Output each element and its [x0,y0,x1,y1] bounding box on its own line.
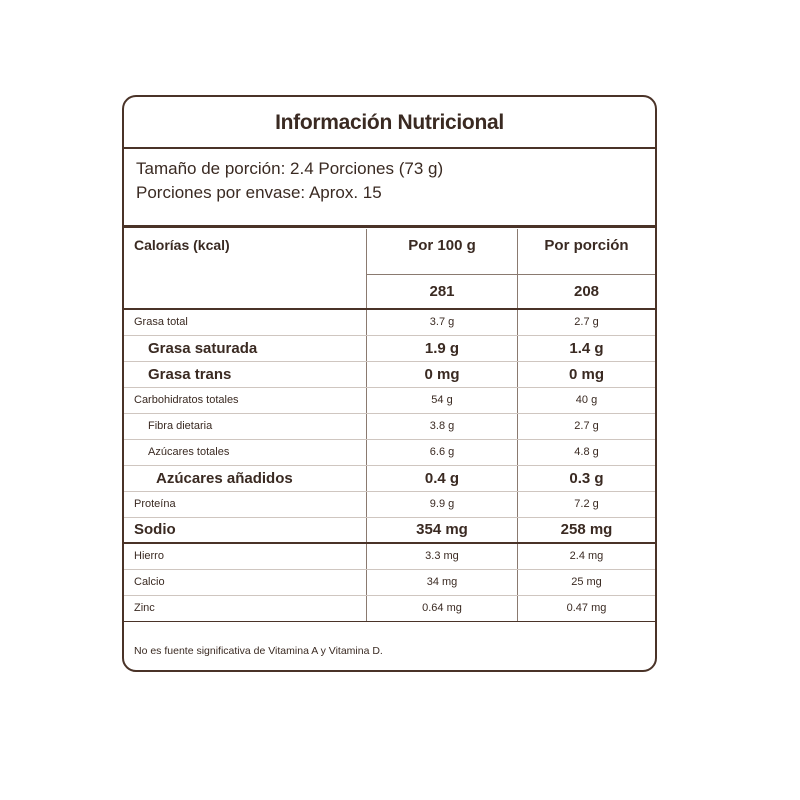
title-divider [124,147,655,149]
header-calories: Calorías (kcal) [134,237,230,253]
serving-divider [124,225,655,228]
nutrition-table [124,229,655,622]
table-row: Zinc 0.64 mg 0.47 mg [124,595,655,621]
header-per-serving: Por porción [518,229,656,275]
calories-row [124,275,655,310]
table-row: Fibra dietaria 3.8 g 2.7 g [124,413,655,439]
table-row: Proteína 9.9 g 7.2 g [124,491,655,517]
table-row: Carbohidratos totales 54 g 40 g [124,387,655,413]
table-row: Grasa total 3.7 g 2.7 g [124,309,655,335]
nutrition-title: Información Nutricional [275,111,504,134]
table-header-row [124,229,655,275]
table-row: Azúcares totales 6.6 g 4.8 g [124,439,655,465]
table-row: Hierro 3.3 mg 2.4 mg [124,543,655,569]
nutrition-facts-panel [122,95,657,672]
header-per-100g: Por 100 g [367,229,518,275]
serving-size: Tamaño de porción: 2.4 Porciones (73 g) [136,159,444,178]
calories-per-100g: 281 [367,275,518,310]
table-row: Sodio 354 mg 258 mg [124,517,655,543]
table-row: Calcio 34 mg 25 mg [124,569,655,595]
calories-per-serving: 208 [518,275,656,310]
table-row: Azúcares añadidos 0.4 g 0.3 g [124,465,655,491]
footnote: No es fuente significativa de Vitamina A y Vitamina D. [134,645,383,657]
servings-per-package: Porciones por envase: Aprox. 15 [136,183,382,202]
table-row: Grasa trans 0 mg 0 mg [124,361,655,387]
table-row: Grasa saturada 1.9 g 1.4 g [124,335,655,361]
